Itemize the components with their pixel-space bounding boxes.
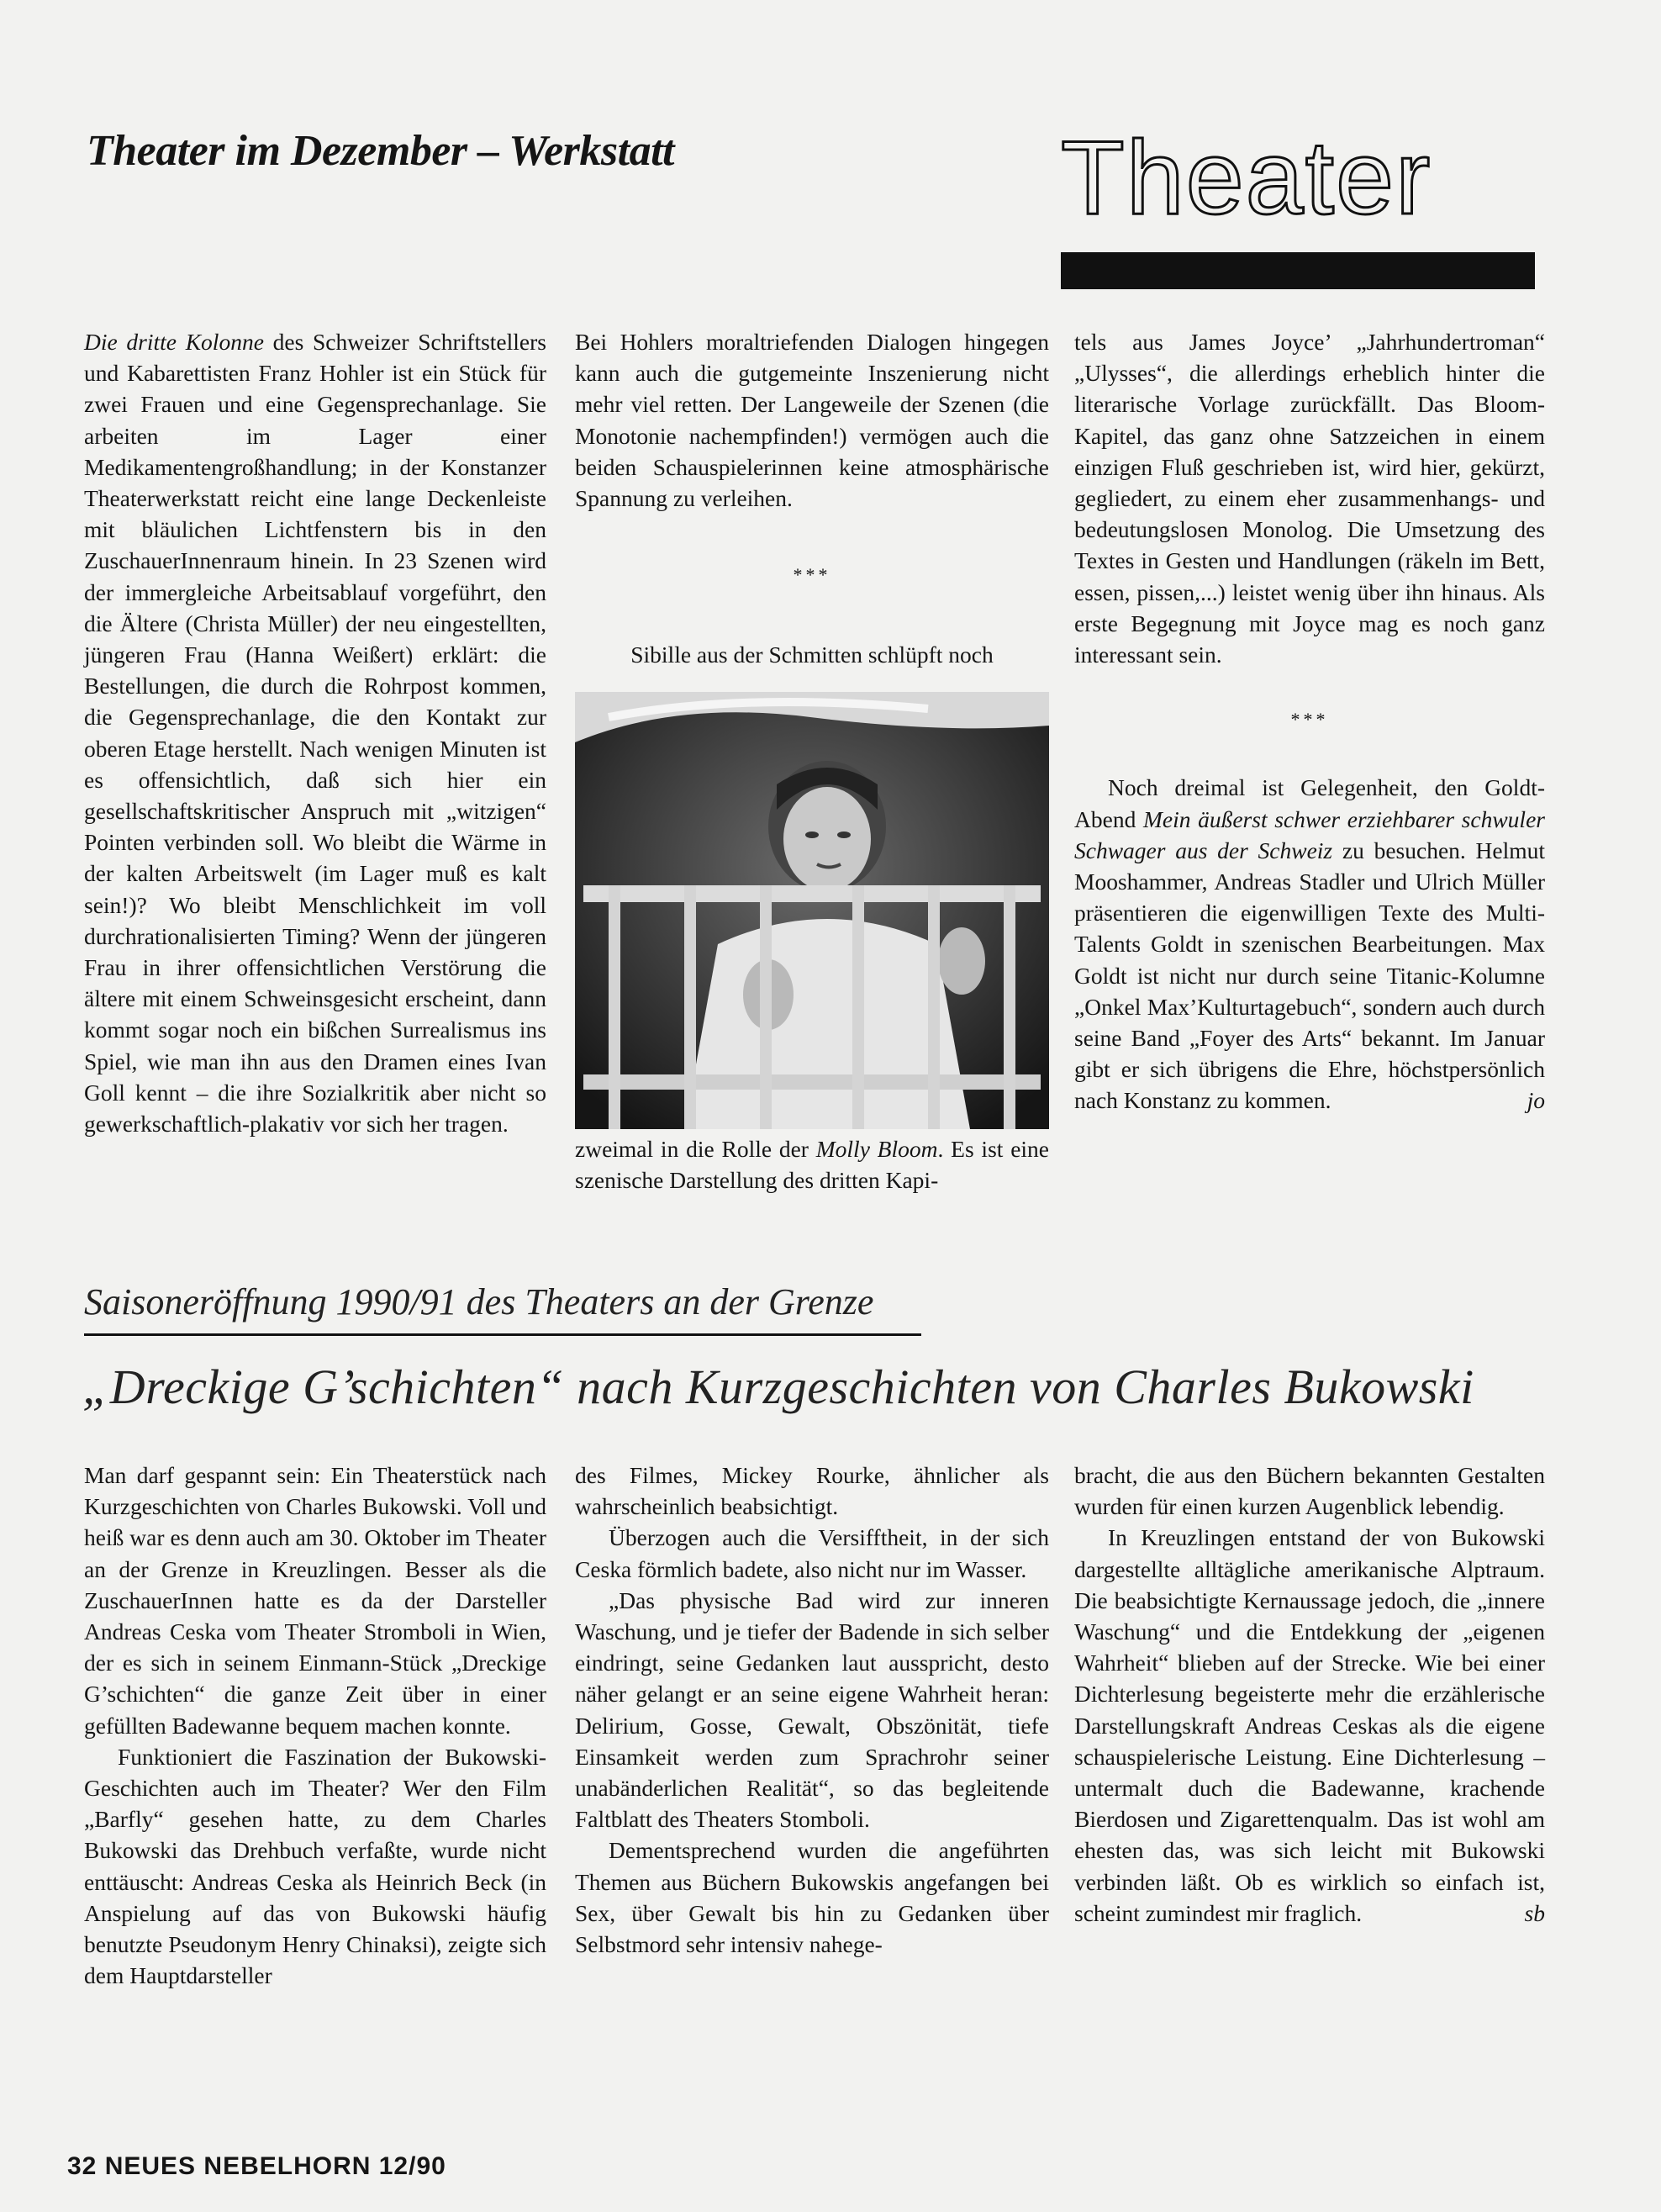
body-text: Man darf gespannt sein: Ein Theaterstück nach Kurzgeschichten von Charles Bukowski. Voll und heiß war es denn auch am 30. Oktober im Theater an der Grenze in Kreuzlingen. Besser als die ZuschauerInnen hatte es da der Darsteller Andreas Ceska vom Theater Stromboli in Wien, der es sich in seinem Einmann-Stück „Dreckige G’schichten“ die ganze Zeit über in einer gefüllten Badewanne bequem machen konnte. — [84, 1462, 546, 1739]
production-photo — [575, 692, 1049, 1129]
body-text: Noch dreimal ist Gelegenheit, den Goldt-Abend Mein äußerst schwer erziehbarer schwuler Schwager aus der Schweiz zu besuchen. Helmut Mooshammer, Andreas Stadler und Ulrich Müller präsentieren die eigenwilligen Texte des Multi-Talents Goldt in szenischen Bearbeitungen. Max Goldt ist nicht nur durch seine Titanic-Kolumne „Onkel Max’Kulturtagebuch“, sondern auch durch seine Band „Foyer des Arts“ bekannt. Im Januar gibt er sich übrigens die Ehre, höchstpersönlich nach Konstanz zu kommen. jo — [1074, 772, 1545, 1116]
body-text: tels aus James Joyce’ „Jahrhundertroman“ „Ulysses“, die allerdings erheblich hinter die literarische Vorlage zurückfällt. Das Bloom-Kapitel, das ganz ohne Satzzeichen in einem einzigen Fluß geschrieben ist, wird hier, gekürzt, gegliedert, zu einem eher zusammenhangs- und bedeutungslosen Monolog. Die Umsetzung des Textes in Gesten und Handlungen (räkeln im Bett, essen, pissen,...) leistet wenig über ihn hinaus. Als erste Begegnung mit Joyce mag es noch ganz interessant sein. — [1074, 329, 1545, 668]
author-initials: jo — [1527, 1087, 1545, 1114]
kicker-underline — [84, 1333, 921, 1336]
article1-column-1 — [84, 326, 546, 1139]
section-separator: *** — [1290, 709, 1329, 731]
role-name: Molly Bloom — [815, 1136, 938, 1162]
body-text: In Kreuzlingen entstand der von Bukowski dargestellte alltägliche amerikanische Alptraum. Die beabsichtigte Kernaussage jedoch, die „innere Waschung“ und die Entdekkung der „eigenen Wahrheit“ blieben auf der Strecke. Wie bei einer Dichterlesung begeisterte mehr die erzählerische Darstellungskraft Andreas Ceskas als die eigene schauspielerische Leistung. Eine Dichterlesung – untermalt duch die Badewanne, krachende Bierdosen und Zigarettenqualm. Das ist wohl am ehesten das, was sich leicht mit Bukowski verbinden läßt. Ob es wirklich so einfach ist, scheint zumindest mir fraglich. sb — [1074, 1522, 1545, 1929]
show-title: Mein äußerst schwer erziehbarer schwuler Schwager aus der Schweiz — [1074, 805, 1545, 863]
body-text: Funktioniert die Faszination der Bukowski-Geschichten auch im Theater? Wer den Film „Barfly“ gesehen hatte, zu dem Charles Bukowski das Drehbuch verfaßte, wurde nicht enttäuscht: Andreas Ceska als Heinrich Beck (in Anspielung auf das von Bukowski häufig benutzte Pseudonym Henry Chinaksi), zeigte sich dem Hauptdarsteller — [84, 1743, 546, 1989]
body-text: „Das physische Bad wird zur inneren Waschung, und je tiefer der Badende in sich selber eindringt, seine Gedanken laut ausspricht, desto näher gelangt er an seine eigene Wahrheit heran: Delirium, Gosse, Gewalt, Obszönität, tiefe Einsamkeit werden zum Sprachrohr seiner unabänderlichen Realität“, so das begleitende Faltblatt des Theaters Stomboli. — [575, 1586, 1049, 1833]
article1-column-2-continued — [575, 1133, 1049, 1196]
section-separator: *** — [793, 564, 831, 586]
article-kicker: Saisoneröffnung 1990/91 des Theaters an der Grenze — [84, 1281, 874, 1322]
body-text: Sibille aus der Schmitten schlüpft noch — [630, 641, 994, 668]
article-title: Theater im Dezember – Werkstatt — [87, 127, 674, 175]
article2-column-3 — [1074, 1460, 1545, 1929]
body-text: des Filmes, Mickey Rourke, ähnlicher als wahrscheinlich beabsichtigt. — [575, 1462, 1049, 1520]
article-title: „Dreckige G’schichten“ nach Kurzgeschichten von Charles Bukowski — [82, 1359, 1474, 1414]
body-text: Dementsprechend wurden die angeführten Themen aus Büchern Bukowskis angefangen bei Sex, über Gewalt bis hin zu Gedanken über Selbstmord sehr intensiv nahege- — [575, 1837, 1049, 1958]
body-text: Bei Hohlers moraltriefenden Dialogen hingegen kann auch die gutgemeinte Inszenierung nicht mehr viel retten. Der Langeweile der Szenen (die Monotonie nachempfinden!) vermögen auch die beiden Schauspielerinnen keine atmosphärische Spannung zu verleihen. — [575, 329, 1049, 512]
page-footer: 32 NEUES NEBELHORN 12/90 — [67, 2152, 446, 2180]
body-text: Überzogen auch die Versifftheit, in der sich Ceska förmlich badete, also nicht nur im Wasser. — [575, 1524, 1049, 1582]
article1-column-2 — [575, 326, 1049, 671]
section-bar — [1061, 252, 1535, 289]
play-title: Die dritte Kolonne — [84, 329, 264, 355]
photo-actress-behind-bars — [575, 692, 1049, 1129]
article2-column-2 — [575, 1460, 1049, 1960]
article1-paragraph — [84, 326, 546, 1139]
section-label: Theater — [1061, 120, 1432, 236]
article2-column-1 — [84, 1460, 546, 1991]
body-text: des Schweizer Schriftstellers und Kabarettisten Franz Hohler ist ein Stück für zwei Frauen und eine Gegensprechanlage. Sie arbeiten im Lager einer Medikamentengroßhandlung; in der Konstanzer Theaterwerkstatt reicht eine lange Deckenleiste mit bläulichen Lichtfenstern bis in den ZuschauerInnenraum hinein. In 23 Szenen wird der immergleiche Arbeitsablauf vorgeführt, den die Ältere (Christa Müller) der neu eingestellten, jüngeren Frau (Hanna Weißert) erklärt: die Bestellungen, die durch die Rohrpost kommen, die Gegensprechanlage, die den Kontakt zur oberen Etage herstellt. Nach wenigen Minuten ist es offensichtlich, daß sich hier ein gesellschaftskritischer Anspruch mit „witzigen“ Pointen verbinden soll. Wo bleibt die Wärme in der kalten Arbeitswelt (im Lager muß es kalt sein!)? Wo bleibt Menschlichkeit im voll durchrationalisierten Timing? Wenn der jüngeren Frau in ihrer offensichtlichen Verstörung die ältere mit einem Schweinsgesicht erscheint, dann kommt sogar noch ein bißchen Surrealismus ins Spiel, wie man ihn aus den Dramen eines Ivan Goll kennt – die ihre Sozialkritik aber nicht so gewerkschaftlich-plakativ vor sich her tragen. — [84, 329, 546, 1138]
body-text: zweimal in die Rolle der Molly Bloom. Es ist eine szenische Darstellung des dritten Kapi- — [575, 1136, 1049, 1194]
author-initials: sb — [1524, 1899, 1545, 1926]
article1-column-3 — [1074, 326, 1545, 1117]
body-text: bracht, die aus den Büchern bekannten Gestalten wurden für einen kurzen Augenblick lebendig. — [1074, 1462, 1545, 1520]
